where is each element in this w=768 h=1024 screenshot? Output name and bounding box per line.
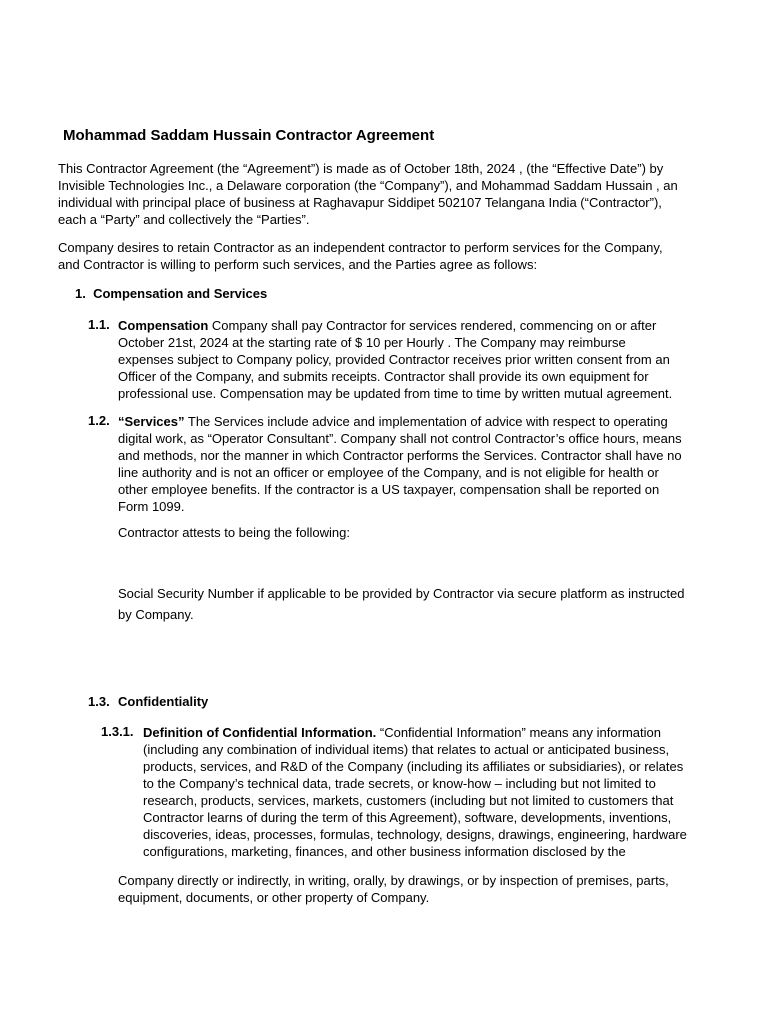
section-1-1-line: Officer of the Company, and submits receipts. Contractor shall provide its own equipment for [118, 369, 649, 384]
section-1-3-1-line: products, services, and R&D of the Company (including its affiliates or subsidiaries), or relates [143, 759, 684, 774]
ssn-line: Social Security Number if applicable to be provided by Contractor via secure platform as instructed [118, 586, 685, 601]
section-1-3-1-number: 1.3.1. [101, 724, 134, 739]
intro-paragraph [58, 160, 708, 228]
attest-text: Contractor attests to being the following: [118, 525, 350, 540]
section-1-1-line: expenses subject to Company policy, provided Contractor receives prior written consent from an [118, 352, 670, 367]
document-title: Mohammad Saddam Hussain Contractor Agreement [63, 127, 435, 144]
section-1-1-term: Compensation [118, 318, 209, 333]
section-1-2-line: The Services include advice and implementation of advice with respect to operating [184, 414, 668, 429]
intro-line: Invisible Technologies Inc., a Delaware corporation (the “Company”), and Mohammad Saddam Hussain , an [58, 178, 678, 193]
section-1-2-line: digital work, as “Operator Consultant”. Company shall not control Contractor’s office hours, means [118, 431, 682, 446]
section-1-1-body [118, 317, 698, 402]
section-1-2-body [118, 413, 698, 515]
section-1-title: Compensation and Services [93, 286, 268, 301]
section-1-3-1-term: Definition of Confidential Information. [143, 725, 377, 740]
purpose-paragraph [58, 239, 708, 273]
section-1-2-term: “Services” [118, 414, 185, 429]
section-1-3-1-line: configurations, marketing, finances, and other business information disclosed by the [143, 844, 626, 859]
section-1-1-line: professional use. Compensation may be updated from time to time by written mutual agreement. [118, 386, 673, 401]
section-1-3-number: 1.3. [88, 694, 110, 709]
ssn-line: by Company. [118, 607, 194, 622]
section-1-2-line: line authority and is not an officer or employee of the Company, and is not eligible for health or [118, 465, 659, 480]
section-1-1-line: October 21st, 2024 at the starting rate of $ 10 per Hourly . The Company may reimburse [118, 335, 626, 350]
section-1-3-1-line: research, products, services, markets, customers (including but not limited to customers that [143, 793, 674, 808]
intro-line: This Contractor Agreement (the “Agreement”) is made as of October 18th, 2024 , (the “Effective Date”) by [58, 161, 664, 176]
section-1-3-1-continuation [118, 872, 708, 906]
section-1-3-heading: Confidentiality [118, 694, 209, 709]
section-1-1-number: 1.1. [88, 317, 110, 332]
continuation-line: Company directly or indirectly, in writing, orally, by drawings, or by inspection of premises, parts, [118, 873, 669, 888]
section-1-3-1-line: (including any combination of individual items) that relates to actual or anticipated business, [143, 742, 670, 757]
section-1-1-line: Company shall pay Contractor for services rendered, commencing on or after [208, 318, 657, 333]
intro-line: each a “Party” and collectively the “Parties”. [58, 212, 310, 227]
section-1-2-line: Form 1099. [118, 499, 185, 514]
section-1-3-1-line: to the Company’s technical data, trade secrets, or know-how – including but not limited to [143, 776, 656, 791]
attest-line [118, 524, 350, 541]
section-1-2-line: other employee benefits. If the contractor is a US taxpayer, compensation shall be reported on [118, 482, 660, 497]
section-1-2-number: 1.2. [88, 413, 110, 428]
section-1-3-1-body [143, 724, 703, 860]
purpose-line: Company desires to retain Contractor as an independent contractor to perform services for the Company, [58, 240, 663, 255]
ssn-paragraph [118, 583, 685, 625]
section-1-3-1-line: “Confidential Information” means any information [376, 725, 661, 740]
intro-line: individual with principal place of business at Raghavapur Siddipet 502107 Telangana India (“Contractor”), [58, 195, 662, 210]
section-1-2-line: and methods, nor the manner in which Contractor performs the Services. Contractor shall have no [118, 448, 682, 463]
section-1-heading [75, 286, 267, 301]
section-1-number: 1. [75, 286, 86, 301]
section-1-3-1-line: discoveries, ideas, processes, formulas, technology, designs, drawings, engineering, hardware [143, 827, 687, 842]
section-1-3-1-line: Contractor learns of during the term of this Agreement), software, developments, inventions, [143, 810, 672, 825]
continuation-line: equipment, documents, or other property of Company. [118, 890, 430, 905]
purpose-line: and Contractor is willing to perform such services, and the Parties agree as follows: [58, 257, 538, 272]
